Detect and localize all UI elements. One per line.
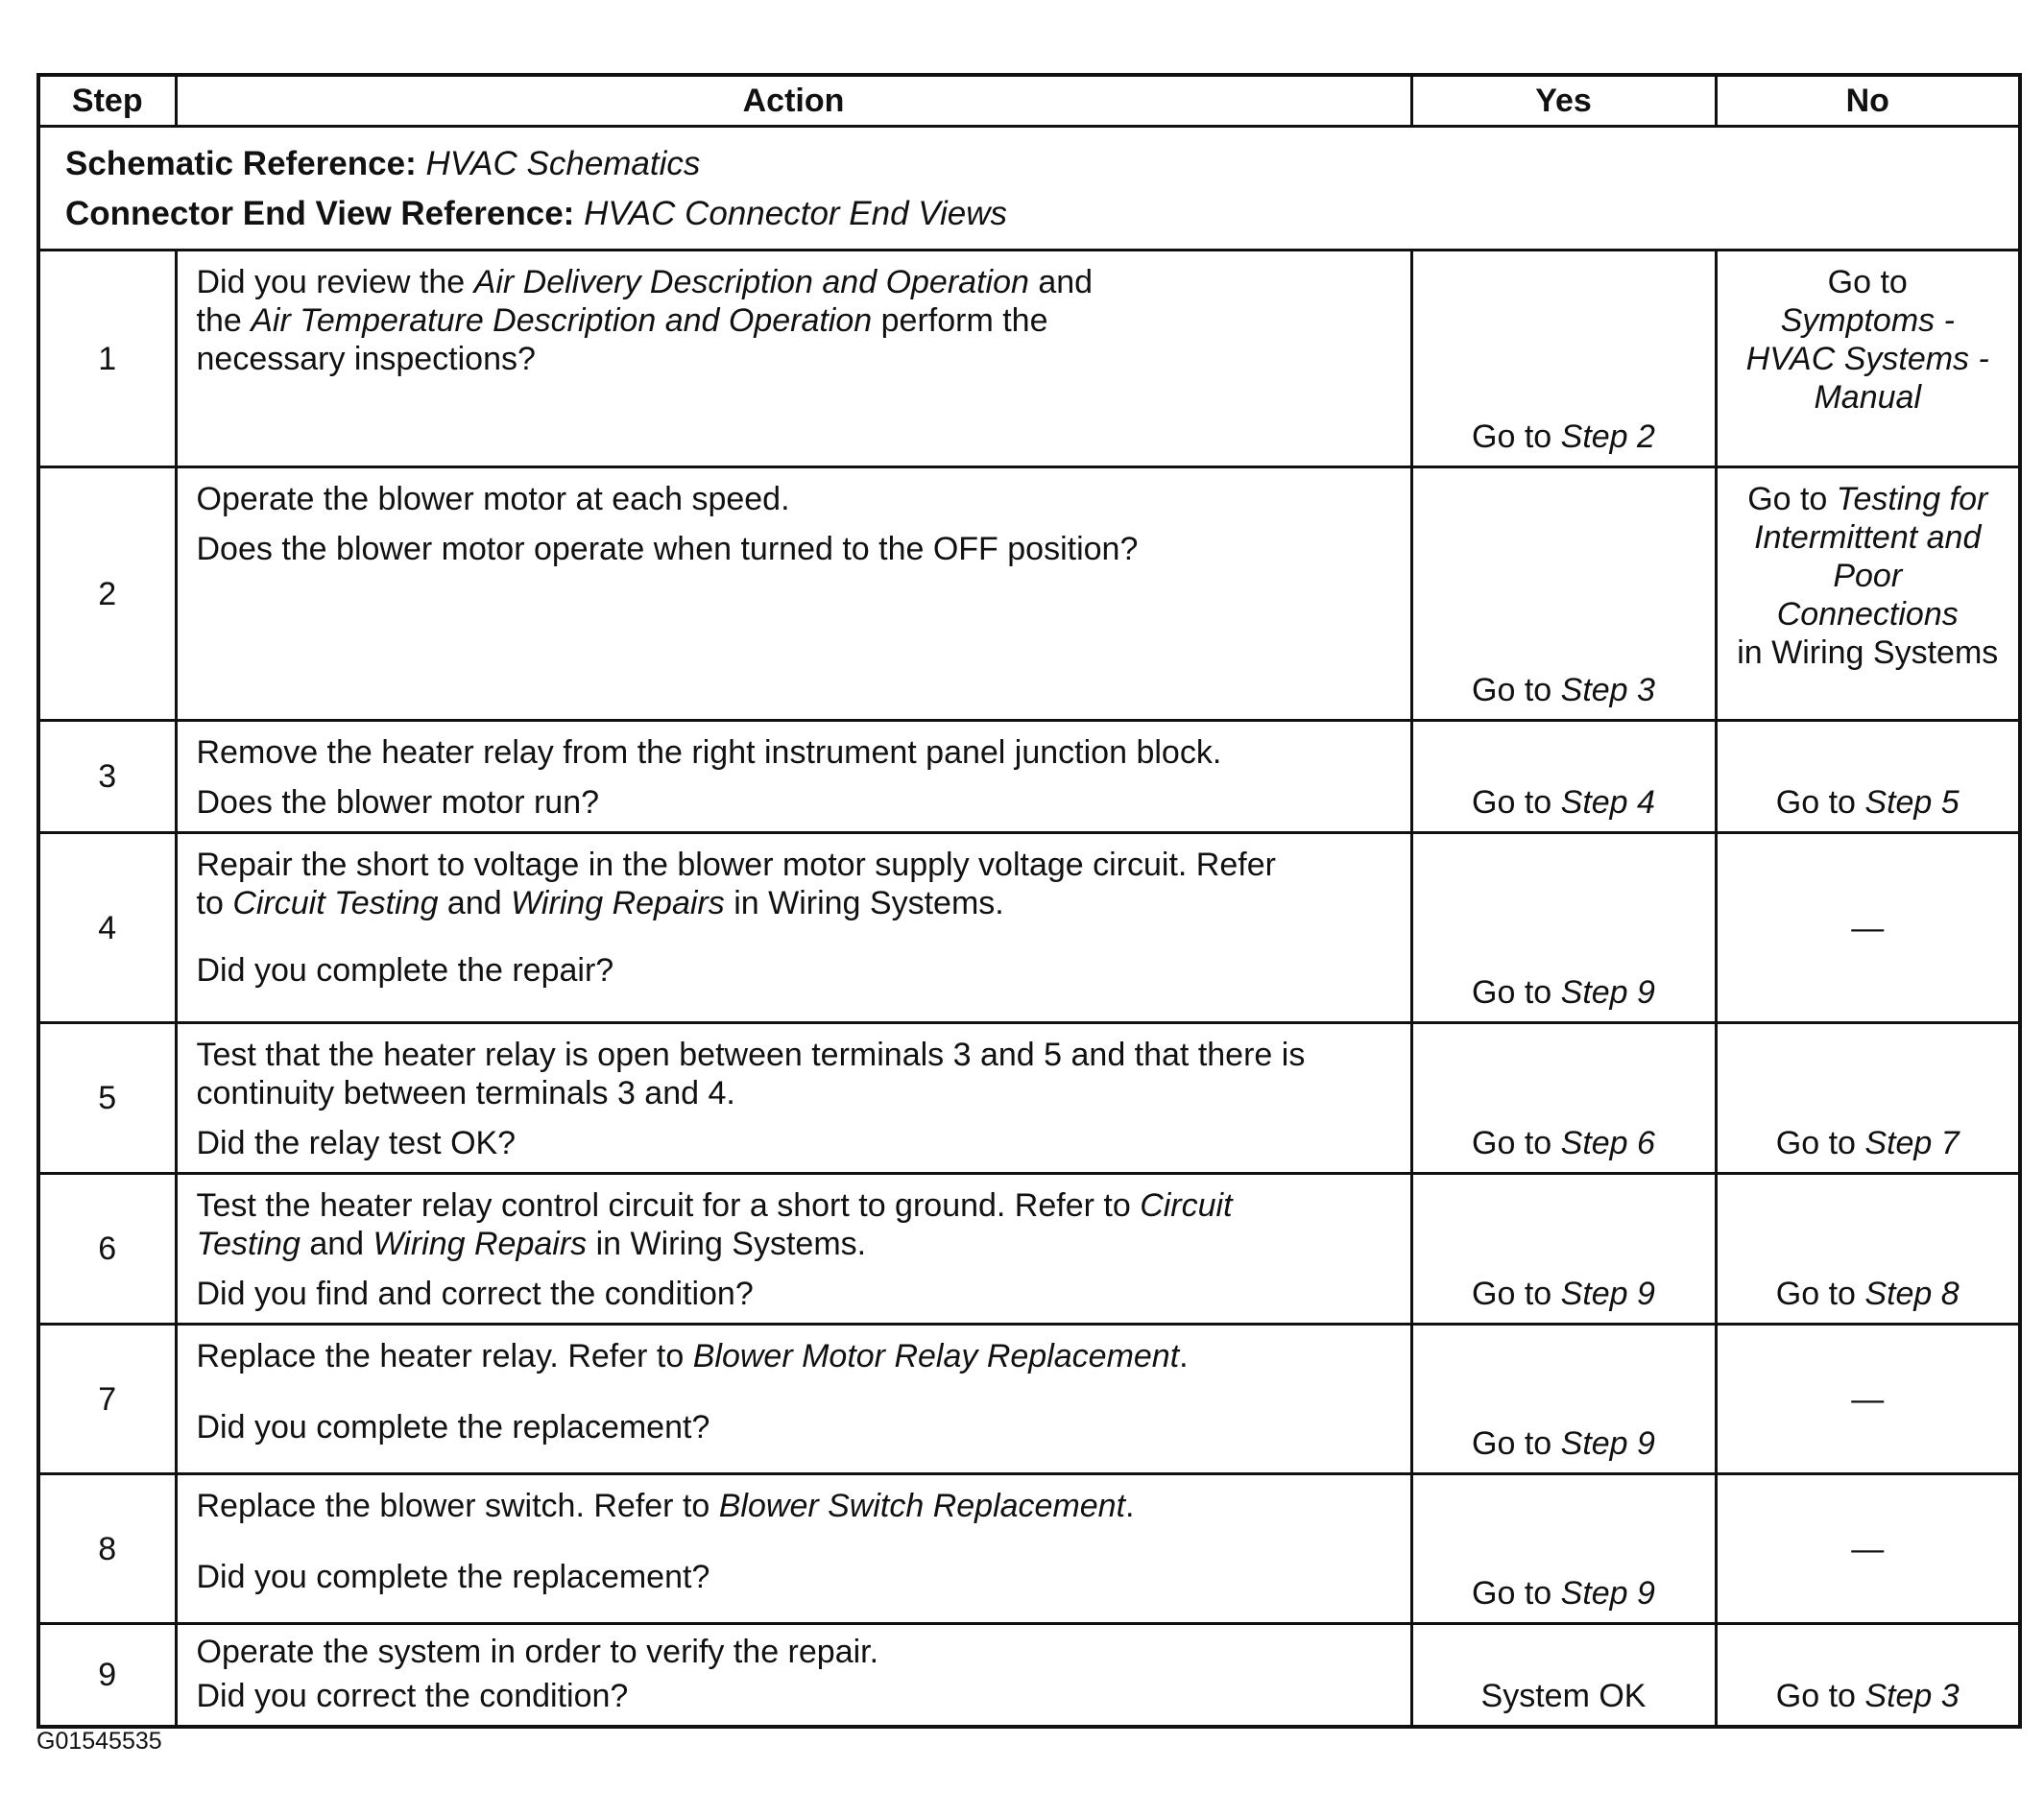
yes-text: Go to (1472, 1125, 1561, 1161)
no-link-text: HVAC Systems - (1745, 341, 1989, 377)
yes-cell (1411, 1023, 1716, 1174)
action-text-part: Did you review the (196, 264, 474, 300)
action-text: Operate the system in order to verify the repair. (196, 1634, 879, 1670)
action-question: Does the blower motor run? (196, 784, 600, 821)
action-text: Operate the blower motor at each speed. (196, 481, 790, 517)
action-cell (176, 1624, 1411, 1728)
step-number: 9 (38, 1624, 176, 1728)
action-text-part: . (1125, 1488, 1135, 1524)
yes-step-link: Step 9 (1560, 1575, 1655, 1612)
no-text: Go to (1827, 264, 1908, 300)
action-cell (176, 1325, 1411, 1474)
action-text-part: in Wiring Systems. (587, 1226, 867, 1262)
diagnostic-table (36, 73, 2022, 1729)
action-text-part: Repair the short to voltage in the blower motor supply voltage circuit. Refer (196, 847, 1276, 883)
action-link-text: Blower Motor Relay Replacement (692, 1338, 1180, 1374)
header-step: Step (38, 75, 176, 127)
action-text (197, 263, 1391, 378)
yes-step-link: Step 3 (1560, 672, 1655, 708)
action-link-text: Blower Switch Replacement (718, 1488, 1126, 1524)
action-link-text: Air Temperature Description and Operation (251, 302, 873, 339)
no-text: Go to (1775, 1678, 1865, 1714)
action-text-part: and (300, 1226, 373, 1262)
yes-step-link: Step 2 (1560, 418, 1655, 455)
no-link-text: Symptoms - (1780, 302, 1955, 339)
action-cell (176, 1023, 1411, 1174)
schematic-reference (65, 139, 1993, 189)
yes-cell (1411, 1624, 1716, 1728)
no-cell (1716, 467, 2020, 721)
yes-step-link: Step 9 (1560, 1425, 1655, 1462)
table-row (38, 1474, 2020, 1624)
action-cell (176, 1474, 1411, 1624)
no-cell (1716, 1174, 2020, 1325)
no-cell (1716, 1023, 2020, 1174)
action-text (197, 846, 1391, 922)
no-cell (1716, 1325, 2020, 1474)
yes-text: Go to (1472, 1425, 1561, 1462)
action-text-part: Replace the blower switch. Refer to (196, 1488, 719, 1524)
yes-text: Go to (1472, 1276, 1561, 1312)
yes-cell (1411, 1474, 1716, 1624)
action-text-part: necessary inspections? (196, 341, 536, 377)
action-text-part: . (1179, 1338, 1189, 1374)
no-cell (1716, 833, 2020, 1023)
no-link-text: Intermittent and (1754, 519, 1982, 556)
table-row (38, 467, 2020, 721)
yes-cell (1411, 1174, 1716, 1325)
action-question: Did you find and correct the condition? (196, 1276, 754, 1312)
action-link-text: Wiring Repairs (373, 1226, 588, 1262)
no-step-link: Step 7 (1864, 1125, 1960, 1161)
connector-reference (65, 189, 1993, 239)
action-link-text: Air Delivery Description and Operation (473, 264, 1029, 300)
yes-cell (1411, 251, 1716, 467)
no-cell (1716, 251, 2020, 467)
step-number: 3 (38, 721, 176, 833)
yes-text: System OK (1480, 1678, 1647, 1714)
no-step-link: Step 5 (1864, 784, 1960, 821)
table-row (38, 721, 2020, 833)
action-text-part: Test the heater relay control circuit for a short to ground. Refer to (196, 1187, 1141, 1224)
no-text: Go to (1775, 1276, 1865, 1312)
header-yes: Yes (1411, 75, 1716, 127)
yes-step-link: Step 9 (1560, 974, 1655, 1011)
action-cell (176, 721, 1411, 833)
step-number: 7 (38, 1325, 176, 1474)
no-text: Go to (1775, 784, 1865, 821)
action-question: Does the blower motor operate when turned to the OFF position? (196, 531, 1139, 567)
step-number: 6 (38, 1174, 176, 1325)
connector-reference-value: HVAC Connector End Views (584, 195, 1008, 232)
no-cell (1716, 1474, 2020, 1624)
action-text-part: and (438, 885, 512, 921)
action-question: Did you complete the repair? (196, 952, 614, 989)
action-link-text: Wiring Repairs (511, 885, 725, 921)
action-cell (176, 467, 1411, 721)
action-question: Did the relay test OK? (196, 1125, 517, 1161)
step-number: 1 (38, 251, 176, 467)
step-number: 5 (38, 1023, 176, 1174)
yes-text: Go to (1472, 672, 1561, 708)
header-no: No (1716, 75, 2020, 127)
yes-step-link: Step 6 (1560, 1125, 1655, 1161)
no-dash: — (1851, 1380, 1885, 1418)
action-text-part: continuity between terminals 3 and 4. (196, 1075, 735, 1111)
action-text (197, 1036, 1391, 1112)
action-cell (176, 1174, 1411, 1325)
yes-step-link: Step 9 (1560, 1276, 1655, 1312)
connector-reference-label: Connector End View Reference: (65, 195, 575, 232)
header-action: Action (176, 75, 1411, 127)
no-text: Go to (1747, 481, 1837, 517)
yes-text: Go to (1472, 784, 1561, 821)
action-question: Did you correct the condition? (196, 1678, 629, 1714)
action-text-part: in Wiring Systems. (724, 885, 1004, 921)
figure-code: G01545535 (36, 1728, 162, 1755)
no-step-link: Step 3 (1864, 1678, 1960, 1714)
action-cell (176, 251, 1411, 467)
yes-text: Go to (1472, 1575, 1561, 1612)
action-link-text: Circuit Testing (232, 885, 439, 921)
table-row (38, 251, 2020, 467)
yes-cell (1411, 1325, 1716, 1474)
yes-text: Go to (1472, 418, 1561, 455)
action-text-part: perform the (872, 302, 1048, 339)
no-link-text: Manual (1814, 379, 1921, 416)
action-text-part: to (196, 885, 233, 921)
yes-step-link: Step 4 (1560, 784, 1655, 821)
no-link-text: Connections (1776, 596, 1959, 633)
action-text (197, 1186, 1391, 1263)
step-number: 8 (38, 1474, 176, 1624)
yes-text: Go to (1472, 974, 1561, 1011)
action-cell (176, 833, 1411, 1023)
action-text-part: and (1028, 264, 1094, 300)
no-text: in Wiring Systems (1737, 634, 1999, 671)
reference-cell (38, 127, 2020, 251)
table-row (38, 1325, 2020, 1474)
action-text (197, 1337, 1391, 1375)
no-text: Go to (1775, 1125, 1865, 1161)
step-number: 2 (38, 467, 176, 721)
no-dash: — (1851, 909, 1885, 946)
yes-cell (1411, 467, 1716, 721)
no-cell (1716, 721, 2020, 833)
table-header-row (38, 75, 2020, 127)
yes-cell (1411, 833, 1716, 1023)
diagnostic-table-sheet (36, 73, 2018, 1729)
action-question: Did you complete the replacement? (196, 1409, 710, 1446)
table-row (38, 833, 2020, 1023)
no-link-text: Testing for (1836, 481, 1988, 517)
action-text: Remove the heater relay from the right instrument panel junction block. (196, 734, 1222, 771)
table-row (38, 1624, 2020, 1728)
reference-row (38, 127, 2020, 251)
action-text-part: Test that the heater relay is open between terminals 3 and 5 and that there is (196, 1037, 1306, 1073)
table-row (38, 1023, 2020, 1174)
schematic-reference-value: HVAC Schematics (425, 145, 701, 182)
action-text-part: the (196, 302, 252, 339)
action-link-text: Testing (196, 1226, 301, 1262)
no-link-text: Poor (1833, 558, 1903, 594)
step-number: 4 (38, 833, 176, 1023)
schematic-reference-label: Schematic Reference: (65, 145, 417, 182)
no-step-link: Step 8 (1864, 1276, 1960, 1312)
no-dash: — (1851, 1530, 1885, 1567)
action-link-text: Circuit (1140, 1187, 1233, 1224)
yes-cell (1411, 721, 1716, 833)
action-text-part: Replace the heater relay. Refer to (196, 1338, 693, 1374)
table-row (38, 1174, 2020, 1325)
no-cell (1716, 1624, 2020, 1728)
action-text (197, 1487, 1391, 1525)
action-question: Did you complete the replacement? (196, 1559, 710, 1595)
